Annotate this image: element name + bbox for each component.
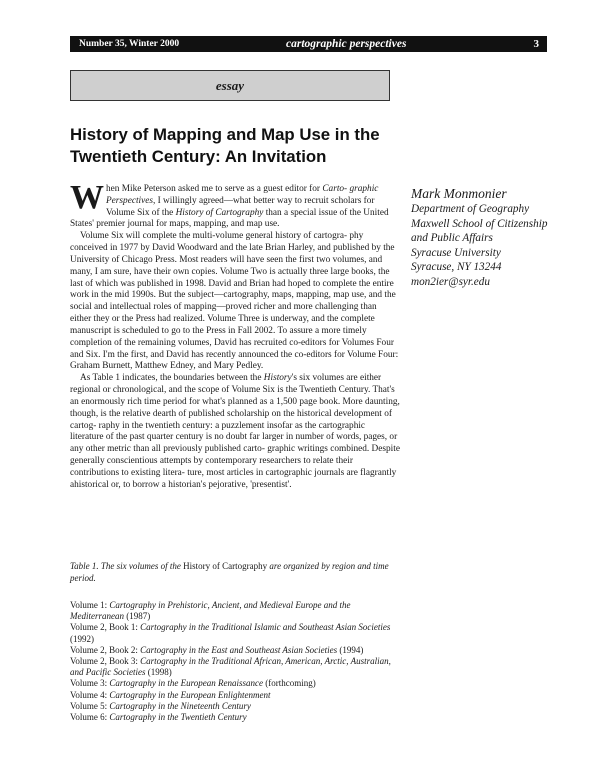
volume-label: Volume 2, Book 3: bbox=[70, 656, 141, 667]
volume-list bbox=[70, 600, 400, 723]
text-run: than a special issue of the United States' premier journal for maps, mapping, and map use. bbox=[70, 207, 389, 230]
volume-label: Volume 6: bbox=[70, 712, 110, 723]
text-run: 's six volumes are either regional or chronological, and the scope of Volume Six is the Twentieth Century. That's an enormously rich time period for what's planned as a 1,500 page book. More daunting, though, is the relative dearth of published scholarship on the historical development of cartog- raphy in the twentieth century: a puzzlement insofar as the cartographic literature of the past quarter century is no doubt far larger in number of words, pages, or any other metric than all previously published carto- graphic writings combined. Despite generally conscientious attempts by contemporary researchers to relate their contributions to existing litera- ture, most articles in cartographic journals are flagrantly ahistorical or, to borrow a historian's pejorative, 'presentist'. bbox=[70, 373, 400, 490]
volume-title: Cartography in the European Renaissance bbox=[109, 678, 263, 689]
running-header bbox=[70, 36, 547, 52]
volume-entry bbox=[70, 678, 400, 689]
volume-entry bbox=[70, 690, 400, 701]
text-run: As Table 1 indicates, the boundaries between the bbox=[80, 373, 264, 384]
volume-label: Volume 2, Book 2: bbox=[70, 644, 141, 655]
volume-title: Cartography in the European Enlightenment bbox=[109, 689, 271, 700]
article-body bbox=[70, 179, 400, 492]
author-block bbox=[411, 186, 581, 289]
caption-text: Table 1. The six volumes of the bbox=[70, 561, 184, 571]
volume-title: Cartography in the Twentieth Century bbox=[109, 712, 247, 723]
affiliation-line: Syracuse University bbox=[411, 246, 501, 259]
table-caption bbox=[70, 561, 400, 584]
caption-title: History of Cartography bbox=[183, 561, 268, 571]
caption-text: are organized by region and time period. bbox=[70, 561, 389, 583]
body-paragraph bbox=[70, 179, 400, 231]
affiliation-line: and Public Affairs bbox=[411, 232, 493, 244]
affiliation-line: Department of Geography bbox=[411, 203, 530, 215]
volume-title: Cartography in Prehistoric, Ancient, and Medieval Europe and the Mediterranean bbox=[70, 600, 351, 622]
author-name: Mark Monmonier bbox=[411, 186, 507, 201]
volume-entry bbox=[70, 701, 400, 712]
volume-entry bbox=[70, 656, 400, 678]
volume-label: Volume 2, Book 1: bbox=[70, 622, 141, 633]
volume-note: (1998) bbox=[145, 667, 172, 678]
volume-entry bbox=[70, 622, 400, 644]
body-paragraph: Volume Six will complete the multi-volume general history of cartogra- phy conceived in 1977 by David Woodward and the late Brian Harley, and published by the University of Chicago Press. Most readers will have seen the first two volumes, and many, I am sure, have their own copies. Volume Two is actually three large books, the last of which was published in 1998. David and Brian had hoped to complete the entire work in the mid 1990s. But the subject—cartography, maps, mapping, map use, and the social and intellectual roles of mapping—proved richer and more challenging than either they or the Press had realized. Volume Three is underway, and the complete manuscript is scheduled to go to the Press in Fall 2002. To assure a more timely completion of the remaining volumes, David has recruited co-editors for Volumes Four and Six. I'm the first, and David has recently announced the co-editors for Volume Four: Graham Burnett, Matthew Edney, and Mary Pedley. bbox=[70, 231, 399, 372]
author-email: mon2ier@syr.edu bbox=[411, 275, 490, 288]
page-number: 3 bbox=[533, 38, 539, 50]
issue-label: Number 35, Winter 2000 bbox=[79, 39, 180, 49]
drop-cap: W bbox=[70, 179, 104, 216]
volume-note: (1987) bbox=[124, 611, 151, 622]
italic-run: History of Cartography bbox=[175, 207, 264, 218]
article-title: History of Mapping and Map Use in the Twentieth Century: An Invitation bbox=[70, 125, 380, 166]
affiliation-line: Syracuse, NY 13244 bbox=[411, 261, 502, 273]
italic-run: Carto- graphic Perspectives bbox=[106, 184, 379, 206]
affiliation-line: Maxwell School of Citizenship bbox=[411, 217, 548, 230]
volume-title: Cartography in the Nineteenth Century bbox=[109, 700, 251, 711]
volume-label: Volume 3: bbox=[70, 678, 110, 689]
volume-note: (1994) bbox=[337, 644, 364, 655]
volume-note: (1992) bbox=[70, 633, 94, 644]
volume-label: Volume 1: bbox=[70, 600, 110, 610]
text-run: hen Mike Peterson asked me to serve as a guest editor for bbox=[106, 184, 323, 194]
volume-title: Cartography in the Traditional Islamic and Southeast Asian Societies bbox=[140, 622, 391, 633]
volume-label: Volume 4: bbox=[70, 689, 110, 700]
volume-title: Cartography in the Traditional African, American, Arctic, Australian, and Pacific Societies bbox=[70, 656, 391, 678]
volume-entry bbox=[70, 645, 400, 656]
volume-label: Volume 5: bbox=[70, 700, 110, 711]
body-paragraph bbox=[70, 373, 400, 491]
section-label-box bbox=[70, 70, 390, 101]
journal-name: cartographic perspectives bbox=[286, 38, 407, 50]
volume-entry bbox=[70, 712, 400, 723]
volume-note: (forthcoming) bbox=[263, 678, 316, 689]
text-run: , I willingly agreed—what better way to recruit scholars for Volume Six of the bbox=[106, 195, 375, 218]
section-label: essay bbox=[215, 77, 245, 93]
volume-title: Cartography in the East and Southeast Asian Societies bbox=[140, 644, 338, 655]
volume-entry bbox=[70, 600, 400, 622]
italic-run: History bbox=[263, 373, 292, 384]
